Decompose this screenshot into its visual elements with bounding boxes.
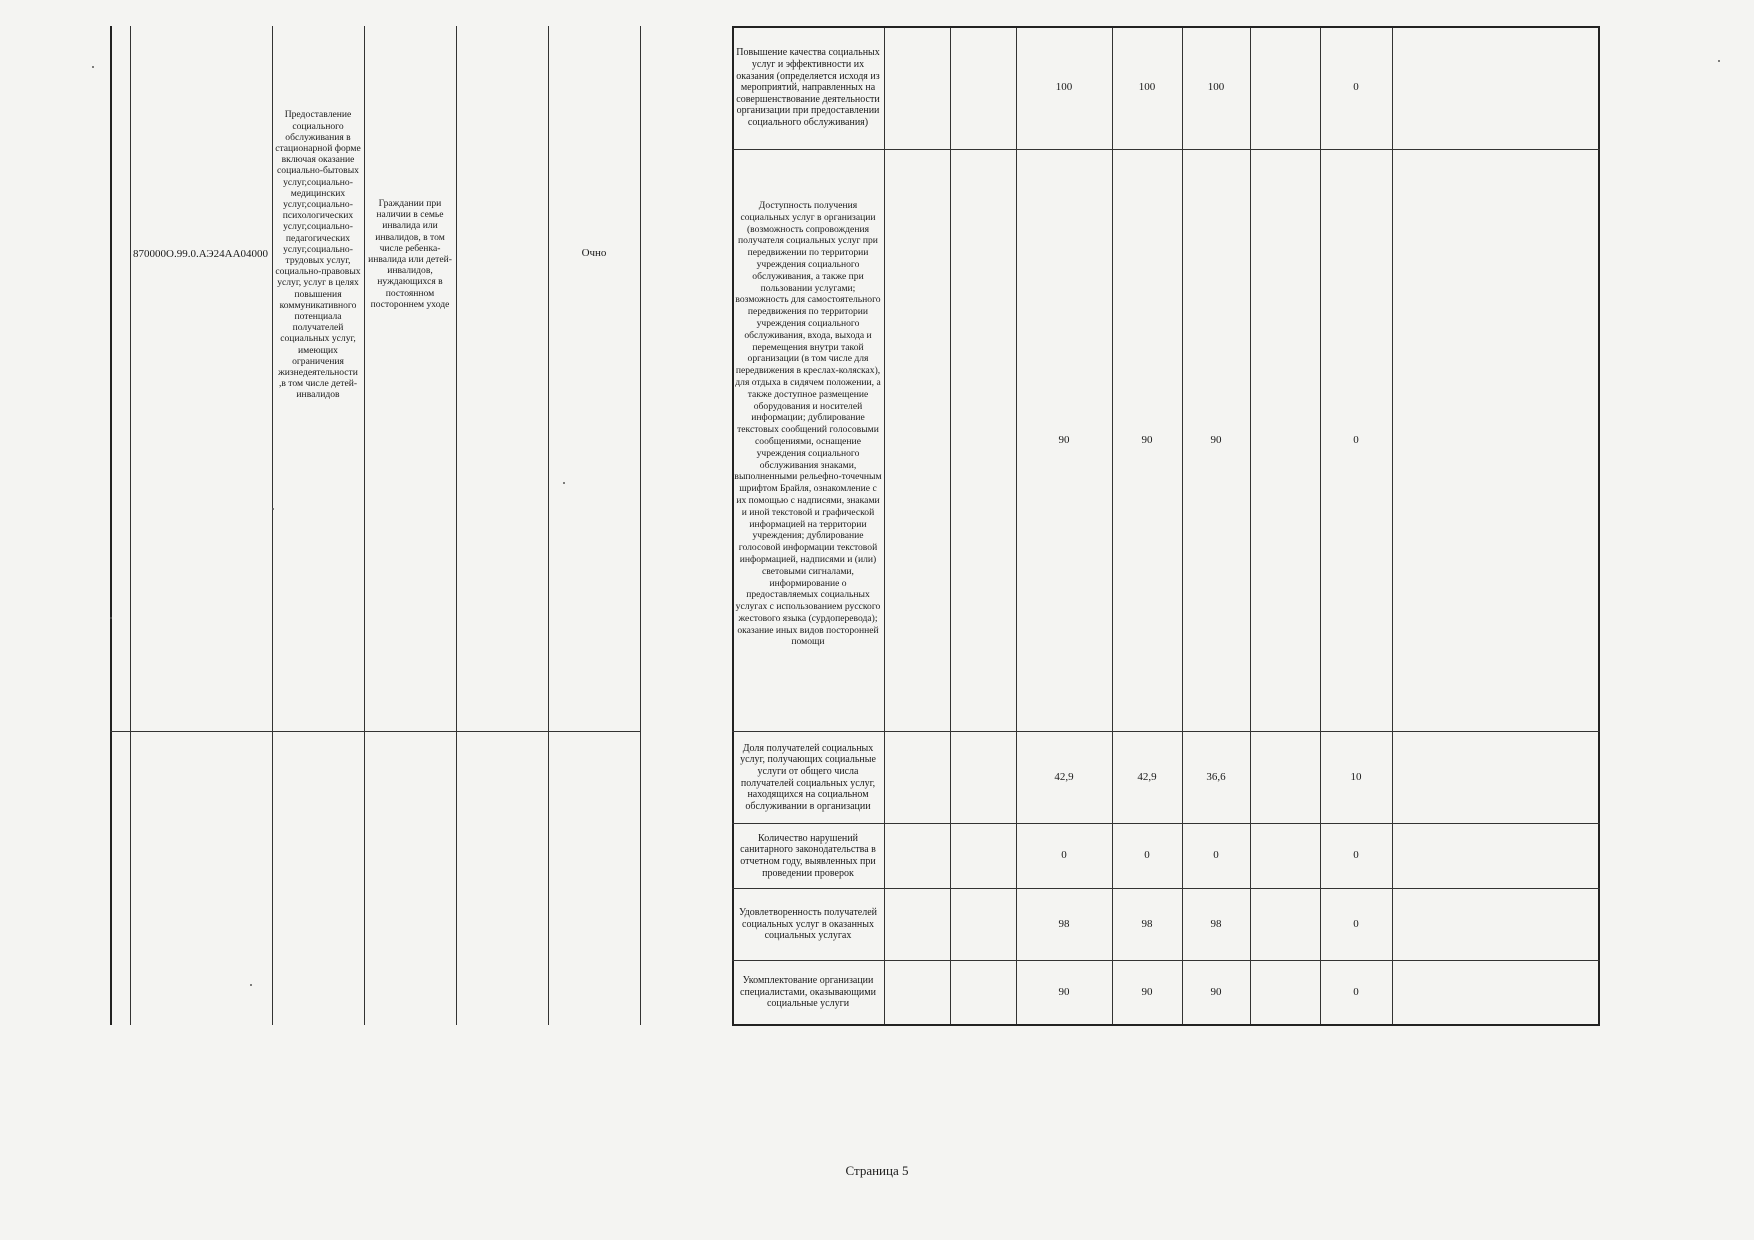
- indicator-name: Удовлетворенность получателей социальных услуг в оказанных социальных услугах: [738, 907, 878, 942]
- service-form: Очно: [581, 247, 607, 260]
- deviation-value: 10: [1350, 770, 1362, 783]
- scan-speck: [272, 508, 274, 510]
- actual-value: 0: [1213, 849, 1219, 862]
- service-name: Предоставление социального обслуживания в стационарной форме включая оказание социально-бытовых услуг,социально-медицинских услуг,социально-психологических услуг,социально-педагогических услуг,социально-трудовых услуг, социально-правовых услуг, услуг в целях повышения коммуникативного потенциала получателей социальных услуг, имеющих ограничения жизнедеятельности ,в том числе детей-инвалидов: [275, 109, 361, 401]
- approved-value: 0: [1061, 849, 1067, 862]
- approved-value: 90: [1058, 985, 1070, 998]
- deviation-value: 0: [1353, 849, 1359, 862]
- scan-speck: [110, 617, 112, 619]
- row-divider: [110, 731, 640, 732]
- actual-value: 36,6: [1206, 770, 1226, 783]
- deviation-value: 0: [1353, 81, 1359, 94]
- actual-value: 100: [1207, 81, 1225, 94]
- page-number: Страница 5: [845, 1163, 909, 1178]
- scan-speck: [250, 984, 252, 986]
- recipient-category: Граждании при наличии в семье инвалида или инвалидов, в том числе ребенка-инвалида или детей-инвалидов, нуждающихся в постоянном постороннем уходе: [368, 197, 452, 310]
- scan-speck: [1718, 60, 1720, 62]
- column-divider: [130, 26, 131, 1025]
- column-divider: [640, 26, 641, 1025]
- actual-value: 98: [1210, 917, 1222, 930]
- approved-change-value: 98: [1141, 917, 1153, 930]
- approved-change-value: 100: [1138, 81, 1156, 94]
- column-divider: [456, 26, 457, 1025]
- service-code: 870000О.99.0.АЭ24АА04000: [133, 248, 269, 261]
- deviation-value: 0: [1353, 985, 1359, 998]
- approved-value: 98: [1058, 917, 1070, 930]
- column-divider: [1250, 26, 1251, 1025]
- column-divider: [364, 26, 365, 1025]
- approved-change-value: 0: [1144, 849, 1150, 862]
- scan-speck: [92, 66, 94, 68]
- approved-value: 100: [1055, 81, 1073, 94]
- table-left-border: [110, 26, 112, 1025]
- indicator-name: Количество нарушений санитарного законодательства в отчетном году, выявленных при проведении проверок: [740, 832, 876, 879]
- actual-value: 90: [1210, 433, 1222, 446]
- column-divider: [548, 26, 549, 1025]
- table-bottom-border: [732, 1024, 1600, 1026]
- indicator-table-right-border: [1598, 26, 1600, 1025]
- indicator-name: Доля получателей социальных услуг, получающих социальные услуги от общего числа получателей социальных услуг, находящихся на социальном обслуживании в организации: [740, 742, 876, 812]
- approved-value: 90: [1058, 433, 1070, 446]
- deviation-value: 0: [1353, 433, 1359, 446]
- column-divider: [950, 26, 951, 1025]
- approved-change-value: 90: [1141, 433, 1153, 446]
- indicator-name: Повышение качества социальных услуг и эффективности их оказания (определяется исходя из мероприятий, направленных на совершенствование деятельности организации при предоставлении социального обслуживания): [736, 47, 880, 128]
- approved-change-value: 90: [1141, 985, 1153, 998]
- deviation-value: 0: [1353, 917, 1359, 930]
- indicator-name: Укомплектование организации специалистами, оказывающими социальные услуги: [740, 975, 876, 1010]
- approved-change-value: 42,9: [1137, 770, 1157, 783]
- column-divider: [884, 26, 885, 1025]
- actual-value: 90: [1210, 985, 1222, 998]
- scan-speck: [563, 482, 565, 484]
- indicator-name: Доступность получения социальных услуг в организации (возможность сопровождения получателя социальных услуг при передвижении по территории учреждения социального обслуживания, а также при пользовании услугами; возможность для самостоятельного передвижения по территории учреждения социального обслуживания, входа, выхода и перемещения внутри такой организации (в том числе для передвижения в креслах-колясках), для отдыха в сидячем положении, а также доступное размещение оборудования и носителей информации; дублирование текстовых сообщений голосовыми сообщениями, оснащение учреждения социального обслуживания знаками, выполненными рельефно-точечным шрифтом Брайля, ознакомление с их помощью с надписями, знаками и иной текстовой и графической информацией на территории учреждения; дублирование голосовой информации текстовой информацией, надписями и (или) световыми сигналами, информирование о предоставляемых социальных услугах с использованием русского жестового языка (сурдоперевода); оказание иных видов посторонней помощи: [734, 200, 882, 648]
- approved-value: 42,9: [1054, 770, 1074, 783]
- column-divider: [1392, 26, 1393, 1025]
